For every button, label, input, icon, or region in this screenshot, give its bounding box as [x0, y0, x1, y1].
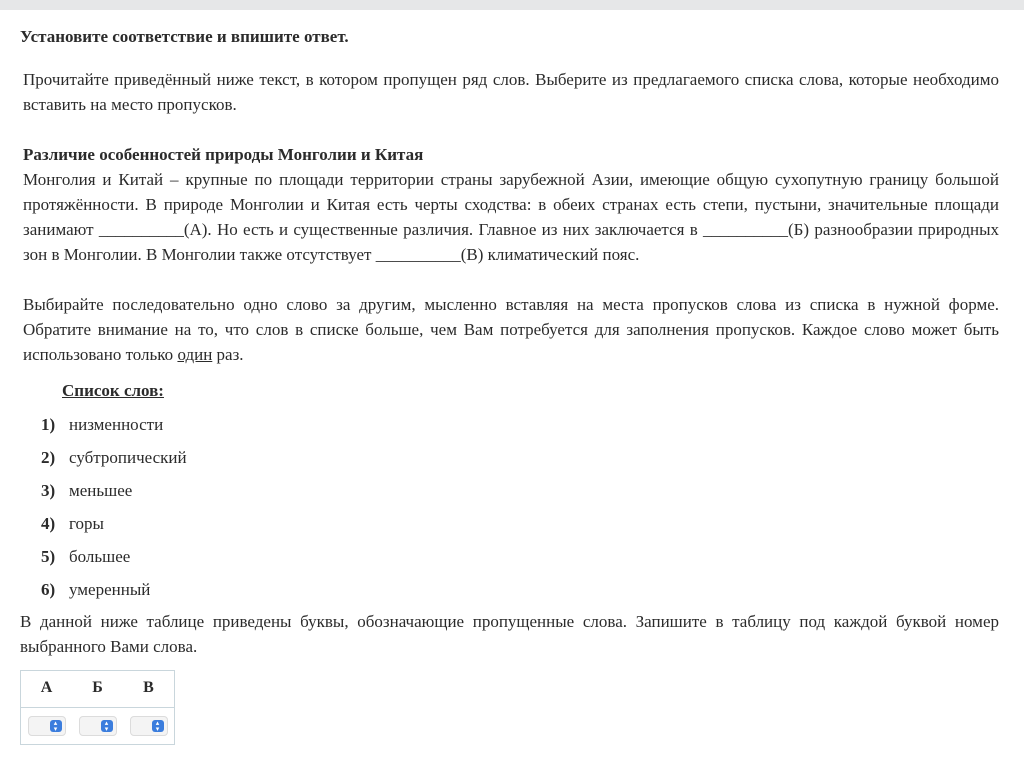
answer-select-v[interactable]: [130, 716, 168, 736]
list-item-word: большее: [69, 546, 131, 566]
list-item-number: 3): [41, 480, 56, 500]
list-item: [41, 507, 187, 540]
list-item: [41, 408, 187, 441]
select-arrows-icon: ▴ ▾: [50, 720, 62, 732]
list-item-number: 2): [41, 447, 56, 467]
list-item-word: низменности: [69, 414, 164, 434]
directions-paragraph: [23, 292, 999, 367]
list-item: [41, 573, 187, 606]
intro-paragraph: Прочитайте приведённый ниже текст, в котором пропущен ряд слов. Выберите из предлагаемого списка слова, которые необходимо вставить на место пропусков.: [23, 70, 999, 114]
list-item: [41, 441, 187, 474]
list-item-number: 5): [41, 546, 56, 566]
column-header-b: Б: [92, 679, 103, 696]
list-item: [41, 540, 187, 573]
column-header-v: В: [143, 679, 154, 696]
directions-text-2: раз.: [212, 345, 244, 364]
column-header-a: А: [40, 679, 53, 696]
word-list: [41, 408, 187, 606]
list-item-word: умеренный: [69, 579, 151, 599]
select-arrows-icon: ▴ ▾: [152, 720, 164, 732]
list-item-word: горы: [69, 513, 104, 533]
list-item-word: меньшее: [69, 480, 133, 500]
text-body: Монголия и Китай – крупные по площади территории страны зарубежной Азии, имеющие общую сухопутную границу большой протяжённости. В природе Монголии и Китая есть черты сходства: в обеих странах есть степи, пустыни, значительные площади занимают __________(А). Но есть и существенные различия. Главное из них заключается в __________(Б) разнообразии природных зон в Монголии. В Монголии также отсутствует __________(В) климатический пояс.: [23, 170, 999, 264]
word-list-title: Список слов:: [62, 381, 164, 400]
list-item-word: субтропический: [69, 447, 187, 467]
answer-table: [20, 670, 175, 745]
top-bar: [0, 0, 1024, 10]
answer-select-a[interactable]: [28, 716, 66, 736]
answer-select-b[interactable]: [79, 716, 117, 736]
directions-emphasis: один: [177, 345, 213, 364]
table-instruction: В данной ниже таблице приведены буквы, обозначающие пропущенные слова. Запишите в таблицу под каждой буквой номер выбранного Вами слова.: [20, 612, 999, 656]
text-title: Различие особенностей природы Монголии и Китая: [23, 145, 424, 164]
list-item-number: 4): [41, 513, 56, 533]
answer-select-row: [21, 708, 174, 744]
answer-table-header: [21, 671, 174, 708]
task-instruction: Установите соответствие и впишите ответ.: [20, 27, 349, 46]
list-item: [41, 474, 187, 507]
list-item-number: 1): [41, 414, 56, 434]
directions-text-1: Выбирайте последовательно одно слово за другим, мысленно вставляя на места пропусков слова из списка в нужной форме. Обратите внимание на то, что слов в списке больше, чем Вам потребуется для заполнения пропусков. Каждое слово может быть использовано только: [23, 295, 999, 364]
select-arrows-icon: ▴ ▾: [101, 720, 113, 732]
list-item-number: 6): [41, 579, 56, 599]
